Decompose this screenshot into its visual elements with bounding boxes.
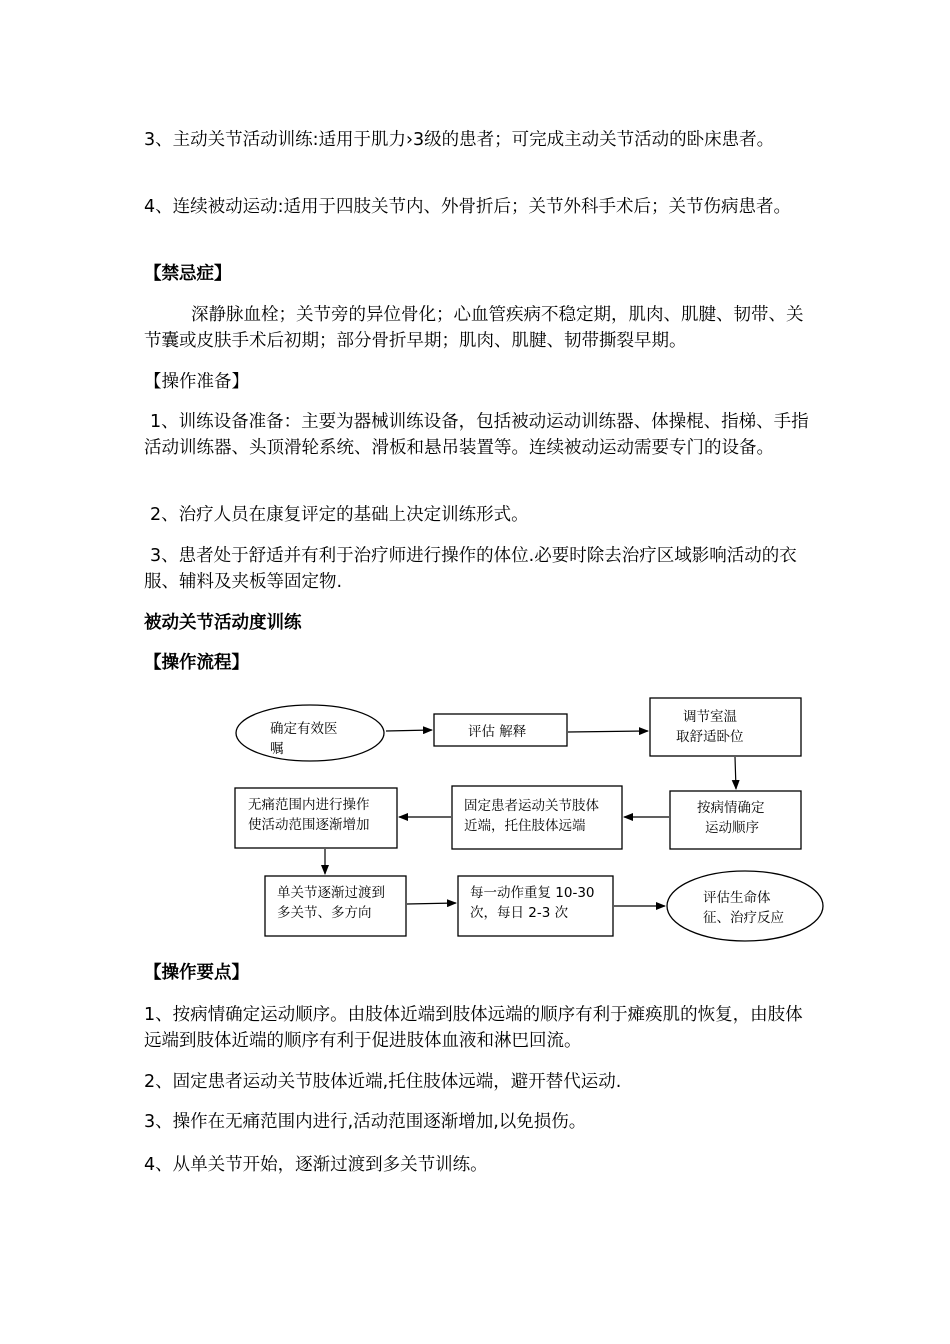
flow-arrow-1 [386,730,432,731]
flow-node-single-to-multi [265,876,406,936]
flow-node-adjust-room [650,698,801,756]
contraindication-heading: 【禁忌症】 [144,264,232,284]
flow-node-motion-order-line2: 运动顺序 [705,820,759,836]
contraindication-text: 深静脉血栓；关节旁的异位骨化；心血管疾病不稳定期，肌肉、肌腱、韧带、关节囊或皮肤手术后初期；部分骨折早期；肌肉、肌腱、韧带撕裂早期。 [144,305,804,351]
flow-node-repeat-line1: 每一动作重复 10-30 [470,885,595,901]
indication-item-4: 4、连续被动运动:适用于四肢关节内、外骨折后；关节外科手术后；关节伤病患者。 [144,197,792,217]
flow-node-adjust-room-line1: 调节室温 [683,709,737,725]
flow-arrow-7 [407,903,456,904]
flow-arrow-3 [735,757,736,789]
flow-node-evaluate [667,871,823,941]
flow-node-painless-range-line2: 使活动范围逐渐增加 [248,817,370,833]
preparation-item-2: 2、治疗人员在康复评定的基础上决定训练形式。 [150,505,529,525]
indication-item-3: 3、主动关节活动训练:适用于肌力›3级的患者；可完成主动关节活动的卧床患者。 [144,130,775,150]
key-point-2: 2、固定患者运动关节肢体近端,托住肢体远端，避开替代运动. [144,1072,622,1092]
key-point-4: 4、从单关节开始，逐渐过渡到多关节训练。 [144,1155,488,1175]
flow-node-fix-joint-line1: 固定患者运动关节肢体 [464,798,599,814]
flow-node-evaluate-line2: 征、治疗反应 [703,910,784,926]
flow-node-fix-joint [452,786,622,849]
flow-node-painless-range [235,788,397,848]
flow-node-evaluate-line1: 评估生命体 [703,890,771,906]
flow-node-doctor-order [236,705,384,761]
flow-node-motion-order [670,791,801,849]
flow-node-doctor-order-line1: 确定有效医 [270,721,338,737]
flow-heading: 【操作流程】 [144,653,249,673]
flow-node-doctor-order-line2: 嘱 [270,741,284,757]
flow-node-fix-joint-line2: 近端，托住肢体远端 [464,818,586,834]
preparation-item-3: 3、患者处于舒适并有利于治疗师进行操作的体位.必要时除去治疗区域影响活动的衣服、辅料及夹板等固定物. [144,546,797,592]
key-points-heading: 【操作要点】 [144,963,249,983]
flow-node-single-to-multi-line1: 单关节逐渐过渡到 [277,885,385,901]
flow-node-repeat [458,876,613,936]
flow-arrow-2 [568,731,648,732]
flow-node-adjust-room-line2: 取舒适卧位 [676,729,744,745]
flow-node-painless-range-line1: 无痛范围内进行操作 [248,797,370,813]
passive-training-title: 被动关节活动度训练 [144,613,302,633]
flow-node-repeat-line2: 次，每日 2-3 次 [470,905,569,921]
flow-node-assess-explain [434,714,567,746]
key-point-3: 3、操作在无痛范围内进行,活动范围逐渐增加,以免损伤。 [144,1112,587,1132]
flow-node-assess-explain-label: 评估 解释 [468,724,527,740]
key-point-1: 1、按病情确定运动顺序。由肢体近端到肢体远端的顺序有利于瘫痪肌的恢复，由肢体远端到肢体近端的顺序有利于促进肢体血液和淋巴回流。 [144,1005,803,1051]
flow-node-single-to-multi-line2: 多关节、多方向 [277,905,372,921]
preparation-item-1: 1、训练设备准备：主要为器械训练设备，包括被动运动训练器、体操棍、指梯、手指活动训练器、头顶滑轮系统、滑板和悬吊装置等。连续被动运动需要专门的设备。 [144,412,809,458]
flow-node-motion-order-line1: 按病情确定 [697,800,765,816]
preparation-heading: 【操作准备】 [144,372,249,392]
